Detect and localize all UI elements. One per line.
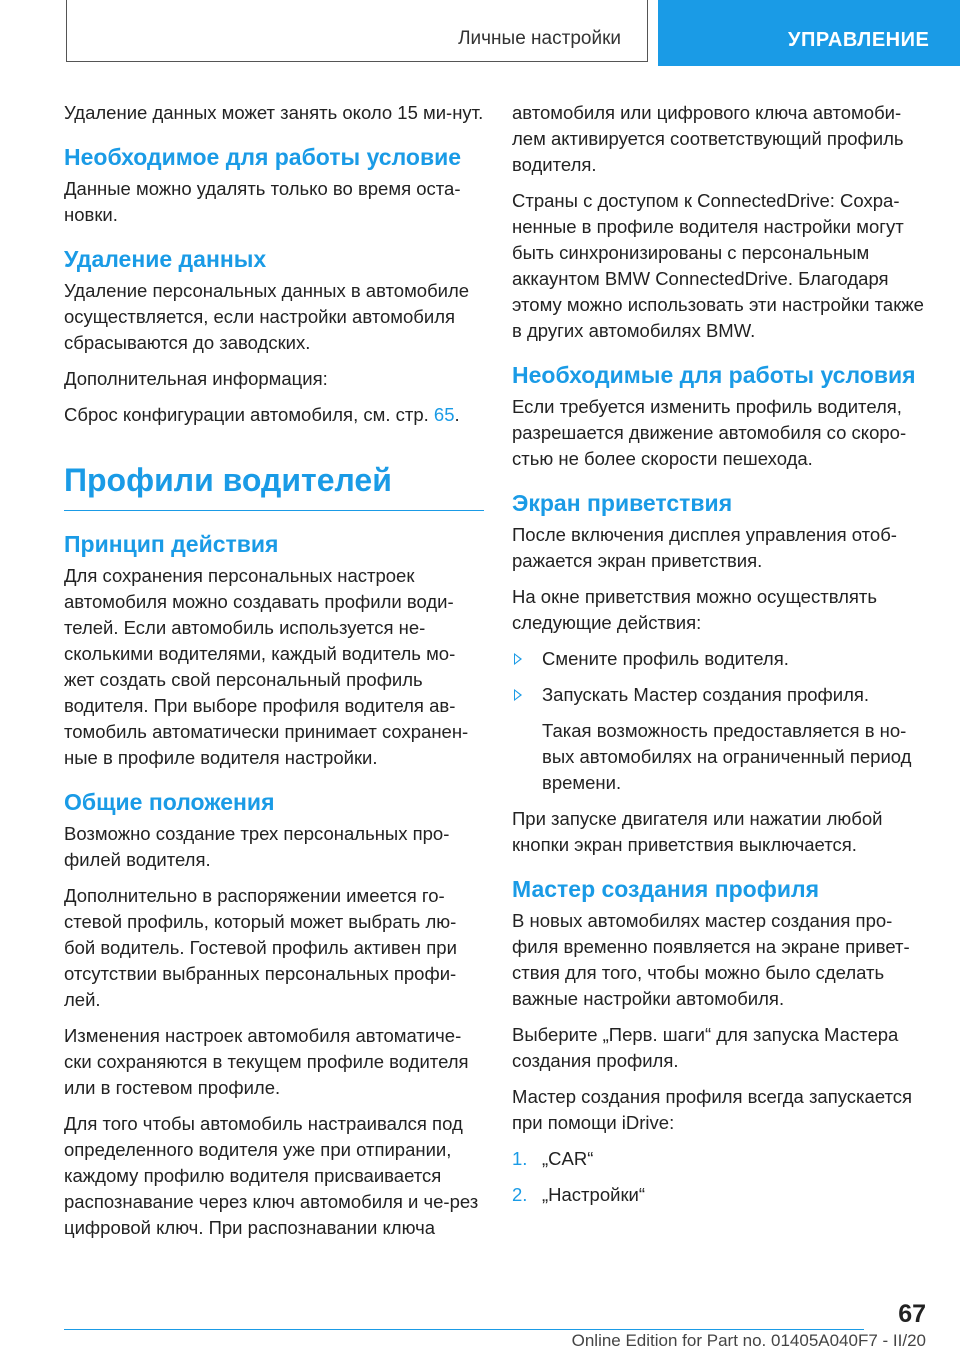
step-item	[512, 1182, 932, 1208]
heading-driver-profiles: Профили водителей	[64, 460, 484, 511]
list-item	[512, 682, 932, 796]
step-number: 1.	[512, 1148, 528, 1169]
triangle-bullet-icon	[514, 653, 522, 665]
paragraph: Если требуется изменить профиль водителя, разрешается движение автомобиля со скоро-стью не более скорости пешехода.	[512, 396, 907, 469]
heading-profile-wizard: Мастер создания профиля	[512, 876, 820, 902]
paragraph: При запуске двигателя или нажатии любой кнопки экран приветствия выключается.	[512, 808, 883, 855]
step-label: „CAR“	[542, 1148, 594, 1169]
list-item	[512, 646, 932, 672]
paragraph: Выберите „Перв. шаги“ для запуска Мастера создания профиля.	[512, 1024, 899, 1071]
paragraph: автомобиля или цифрового ключа автомоби-лем активируется соответствующий профиль водителя.	[512, 102, 904, 175]
paragraph: Удаление персональных данных в автомобиле осуществляется, если настройки автомобиля сбрасываются до заводских.	[64, 280, 470, 353]
step-number: 2.	[512, 1184, 528, 1205]
section-title: Личные настройки	[458, 28, 621, 49]
section-tab	[66, 0, 648, 62]
paragraph-with-link	[64, 402, 484, 428]
step-label: „Настройки“	[542, 1184, 646, 1205]
page-number: 67	[898, 1300, 926, 1328]
paragraph: Мастер создания профиля всегда запускается при помощи iDrive:	[512, 1086, 913, 1133]
paragraph: В новых автомобилях мастер создания про-филя временно появляется на экране привет-ствия для того, чтобы можно было сделать важные настройки автомобиля.	[512, 910, 910, 1009]
chapter-banner: УПРАВЛЕНИЕ	[658, 0, 960, 66]
heading-prerequisite: Необходимое для работы условие	[64, 144, 462, 170]
action-list	[512, 646, 932, 796]
paragraph: После включения дисплея управления отоб-ражается экран приветствия.	[512, 524, 897, 571]
triangle-bullet-icon	[514, 689, 522, 701]
page-header	[0, 0, 960, 66]
steps-list	[512, 1146, 932, 1208]
paragraph: Дополнительно в распоряжении имеется го-стевой профиль, который может выбрать лю-бой водитель. Гостевой профиль активен при отсутствии выбранных персональных профи-лей.	[64, 885, 457, 1010]
reference-text: Сброс конфигурации автомобиля, см. стр.	[64, 404, 429, 425]
heading-principle: Принцип действия	[64, 531, 279, 557]
paragraph: Дополнительная информация:	[64, 368, 328, 389]
list-item-text: Запускать Мастер создания профиля.	[542, 684, 870, 705]
heading-welcome-screen: Экран приветствия	[512, 490, 733, 516]
step-item	[512, 1146, 932, 1172]
paragraph: Возможно создание трех персональных про-филей водителя.	[64, 823, 450, 870]
paragraph: Для того чтобы автомобиль настраивался под определенного водителя уже при отпирании, каждому профилю водителя присваивается распознавание через ключ автомобиля и че-рез цифровой ключ. При распознавании ключа	[64, 1113, 479, 1238]
paragraph: Для сохранения персональных настроек автомобиля можно создавать профили води-телей. Если автомобиль используется не-сколькими водителями, каждый водитель мо-жет создать свой персональный профиль водителя. При выборе профиля водителя ав-томобиль автоматически принимает сохранен-ные в профиле водителя настройки.	[64, 565, 469, 768]
edition-footer: Online Edition for Part no. 01405A040F7 - II/20	[571, 1331, 926, 1350]
paragraph: Страны с доступом к ConnectedDrive: Сохра-ненные в профиле водителя настройки могут быть синхронизированы с персональным аккаунтом BMW ConnectedDrive. Благодаря этому можно использовать эти настройки также в других автомобилях BMW.	[512, 190, 924, 341]
paragraph: Данные можно удалять только во время оста-новки.	[64, 178, 461, 225]
paragraph: Удаление данных может занять около 15 ми-нут.	[64, 102, 484, 123]
list-item-text: Смените профиль водителя.	[542, 648, 789, 669]
page-reference-link[interactable]: 65	[433, 404, 455, 425]
paragraph: На окне приветствия можно осуществлять следующие действия:	[512, 586, 878, 633]
right-column	[512, 100, 932, 1218]
left-column	[64, 100, 484, 1251]
heading-delete-data: Удаление данных	[64, 246, 267, 272]
footer-divider	[64, 1329, 864, 1330]
list-item-note: Такая возможность предоставляется в но-вых автомобилях на ограниченный период времени.	[542, 720, 912, 793]
paragraph: Изменения настроек автомобиля автоматиче-ски сохраняются в текущем профиле водителя или в гостевом профиле.	[64, 1025, 469, 1098]
heading-general: Общие положения	[64, 789, 275, 815]
reference-end: .	[454, 404, 460, 425]
heading-prerequisites: Необходимые для работы условия	[512, 362, 916, 388]
